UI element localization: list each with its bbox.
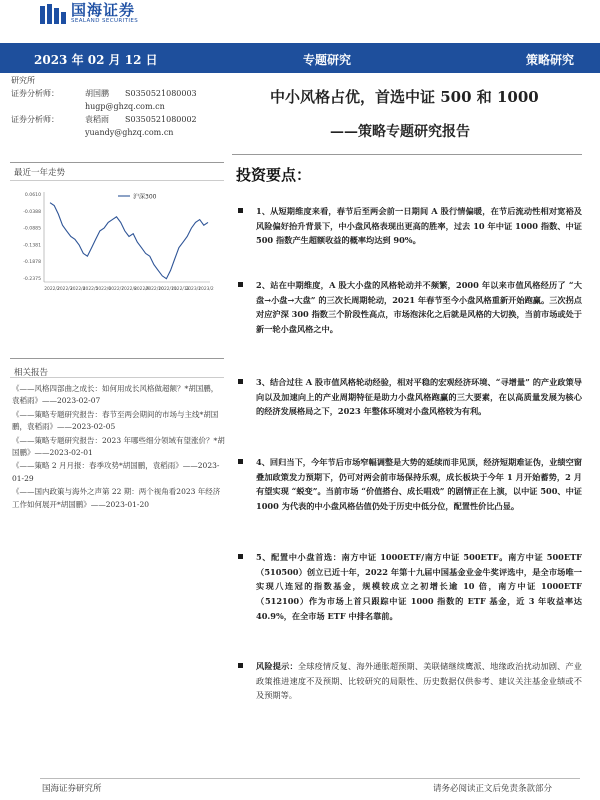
- x-tick-label: 2022/4: [69, 287, 86, 292]
- footer-divider: [40, 778, 580, 779]
- bullet-icon: [238, 459, 243, 464]
- header-banner: [0, 43, 600, 73]
- left-divider-top: [10, 162, 224, 163]
- y-tick-label: -0.1381: [23, 243, 41, 249]
- logo-en-text: SEALAND SECURITIES: [71, 18, 139, 24]
- report-date: 2023 年 02 月 12 日: [34, 53, 158, 67]
- y-tick-label: -0.0885: [23, 226, 41, 232]
- trend-label: 最近一年走势: [14, 168, 66, 178]
- report-category: 策略研究: [525, 53, 574, 67]
- bullet-icon: [238, 379, 243, 384]
- related-item[interactable]: 《——风格四部曲之成长：如何用成长风格做超额？*胡国鹏，袁稻雨》——2023-02-07: [12, 384, 219, 406]
- bullet-icon: [238, 208, 243, 213]
- trend-chart: [10, 186, 222, 296]
- report-type: 专题研究: [303, 53, 352, 67]
- analyst2-role: 证券分析师：: [11, 115, 59, 124]
- analyst2-code: S0350521080002: [125, 115, 197, 124]
- bullet-icon: [238, 554, 243, 559]
- x-tick-label: 2022/10: [145, 287, 164, 292]
- analyst1-name: 胡国鹏: [85, 89, 109, 98]
- key-points-heading: 投资要点：: [236, 166, 312, 184]
- key-point-text: 5、配置中小盘首选：南方中证 1000ETF/南方中证 500ETF。南方中证 500ETF（510500）创立已近十年，2022 年第十九届中国基金业金牛奖评选中，是全市场唯一实现八连冠的指数基金，规模较成立之初增长逾 10 倍，南方中证 1000ETF（512100）作为市场上首只跟踪中证 1000 指数的 ETF 基金，近 3 年收益率达 40.9%，在全市场 ETF 中排名靠前。: [256, 552, 582, 621]
- logo-cn-text: 国海证券: [71, 1, 136, 19]
- footer-org: 国海证券研究所: [42, 784, 102, 794]
- x-tick-label: 2022/2: [44, 287, 60, 292]
- related-item[interactable]: 《——国内政策与海外之声第 22 期：两个视角看2023 年经济工作如何展开*胡国鹏》——2023-01-20: [12, 487, 221, 509]
- risk-heading: 风险提示：: [256, 661, 298, 671]
- risk-body: 全球疫情反复、海外通胀超预期、美联储继续鹰派、地缘政治扰动加剧、产业政策推进速度不及预期、比较研究的局限性、历史数据仅供参考、建议关注基金业绩或不及预期等。: [256, 661, 582, 701]
- analyst2-email[interactable]: yuandy@ghzq.com.cn: [85, 128, 174, 137]
- x-tick-label: 2022/3: [57, 287, 73, 292]
- y-tick-label: -0.0388: [23, 209, 41, 215]
- x-tick-label: 2022/5: [82, 287, 99, 292]
- logo-mark-icon: [40, 4, 66, 24]
- related-divider-top: [10, 358, 224, 359]
- report-subtitle: ——策略专题研究报告: [330, 124, 470, 140]
- x-tick-label: 2023/2: [198, 287, 214, 292]
- right-divider-top: [232, 154, 582, 155]
- key-point-text: 3、结合过往 A 股市值风格轮动经验，相对平稳的宏观经济环境、“寻增量” 的产业政策导向以及加速向上的产业周期特征是助力小盘风格跑赢的三大要素，在以高质量发展为核心的经济发展格局之下，2023 年整体环境对小盘风格较为有利。: [256, 377, 582, 417]
- key-point-text: 2、站在中期维度，A 股大小盘的风格轮动并不频繁，2000 年以来市值风格经历了 “大盘→小盘→大盘” 的三次长周期轮动，2021 年春节至今小盘风格重新开始跑赢。三次拐点对应沪深 300 指数三个阶段性高点，市场泡沫化之后就是风格的大切换，当前市场或处于新一轮小盘风格之中。: [256, 280, 582, 335]
- related-label: 相关报告: [14, 368, 49, 378]
- key-point-text: 4、回归当下，今年节后市场窄幅调整是大势的延续而非见顶，经济短期难证伪，业绩空窗叠加政策发力预期下，仍可对两会前市场保持乐观，成长板块于今年 1 月开始蓄势，2 月有望实现 “蜕变”。当前市场 “价值搭台、成长唱戏” 的剧情正在上演，以中证 500、中证 1000 为代表的中小盘风格估值仍处于历史中低分位，配置性价比凸显。: [256, 457, 582, 512]
- analyst1-email[interactable]: hugp@ghzq.com.cn: [85, 102, 165, 111]
- x-tick-label: 2022/8: [121, 287, 137, 292]
- key-point-text: 1、从短期维度来看，春节后至两会前一日期间 A 股行情偏暖，在节后流动性相对宽裕及风险偏好抬升背景下，中小盘风格表现出更高的胜率，过去 10 年中证 1000 指数、中证 500 指数产生超额收益的概率均达到 90%。: [256, 206, 582, 246]
- x-tick-label: 2022/12: [171, 287, 190, 292]
- company-logo: [40, 2, 138, 25]
- y-tick-label: 0.0610: [24, 193, 41, 198]
- y-tick-label: -0.2375: [23, 277, 41, 282]
- footer-disclaimer[interactable]: 请务必阅读正文后免责条款部分: [432, 784, 552, 794]
- analyst1-code: S0350521080003: [125, 89, 197, 98]
- trend-divider: [10, 180, 224, 181]
- x-tick-label: 2023/1: [185, 287, 201, 292]
- x-tick-label: 2022/6: [95, 287, 112, 292]
- analyst2-name: 袁稻雨: [85, 115, 109, 124]
- related-item[interactable]: 《——策略 2 月月报：春季攻势*胡国鹏，袁稻雨》——2023-01-29: [12, 461, 220, 483]
- x-tick-label: 2022/7: [108, 287, 124, 292]
- report-title: 中小风格占优，首选中证 500 和 1000: [270, 88, 539, 106]
- y-tick-label: -0.1878: [23, 260, 41, 266]
- x-tick-label: 2022/9: [134, 287, 150, 292]
- related-item[interactable]: 《——策略专题研究报告：春节至两会期间的市场与主线*胡国鹏，袁稻雨》——2023-02-05: [12, 409, 219, 432]
- related-item[interactable]: 《——策略专题研究报告：2023 年哪些细分领域有望涨价？*胡国鹏》——2023-02-01: [12, 435, 225, 458]
- hs300-line: [50, 203, 208, 279]
- org-label: 研究所: [11, 76, 35, 85]
- analyst1-role: 证券分析师：: [11, 89, 59, 98]
- x-tick-label: 2022/11: [158, 287, 177, 292]
- bullet-icon: [238, 282, 243, 287]
- bullet-icon: [238, 663, 243, 668]
- legend-label: 沪深300: [133, 193, 157, 201]
- related-reports: [12, 383, 225, 512]
